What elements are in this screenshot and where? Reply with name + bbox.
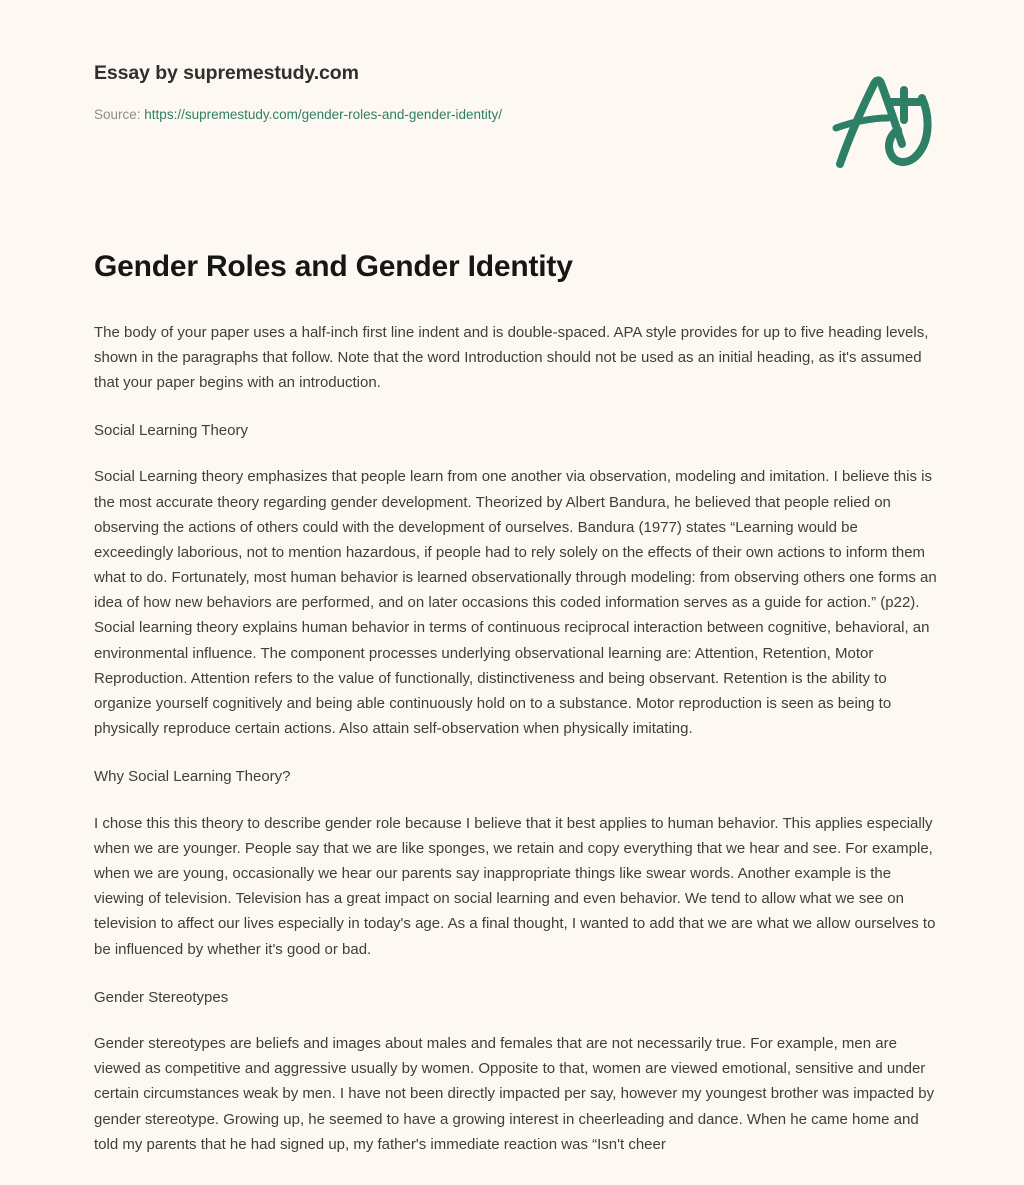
brand-title: Essay by supremestudy.com: [94, 62, 359, 84]
source-line: [94, 106, 944, 124]
a-plus-logo: [826, 68, 946, 178]
page-title: Gender Roles and Gender Identity: [94, 250, 573, 283]
article-body: [94, 248, 939, 1157]
paragraph-why-social-learning-theory: I chose this this theory to describe gender role because I believe that it best applies to human behavior. This applies especially when we are younger. People say that we are like sponges, we retain and copy everything that we hear and see. For example, when we are young, occasionally we hear our parents say inappropriate things like swear words. Another example is the viewing of television. Television has a great impact on social learning and even behavior. We tend to allow what we see on television to affect our lives especially in today's age. As a final thought, I wanted to add that we are what we allow ourselves to be influenced by whether it's good or bad.: [94, 814, 936, 958]
page-header: [94, 62, 944, 182]
source-label: Source:: [94, 107, 141, 123]
paragraph-gender-stereotypes: Gender stereotypes are beliefs and images about males and females that are not necessarily true. For example, men are viewed as competitive and aggressive usually by women. Opposite to that, women are viewed emotional, sensitive and under certain circumstances weak by men. I have not been directly impacted per say, however my youngest brother was impacted by gender stereotype. Growing up, he seemed to have a growing interest in cheerleading and dance. When he came home and told my parents that he had signed up, my father's immediate reaction was “Isn't cheer: [94, 1035, 935, 1153]
section-heading-gender-stereotypes: Gender Stereotypes: [94, 988, 229, 1006]
paragraph-social-learning-theory: Social Learning theory emphasizes that people learn from one another via observation, modeling and imitation. I believe this is the most accurate theory regarding gender development. Theorized by Albert Bandura, he believed that people relied on observing the actions of others could with the development of ourselves. Bandura (1977) states “Learning would be exceedingly laborious, not to mention hazardous, if people had to rely solely on the effects of their own actions to inform them what to do. Fortunately, most human behavior is learned observationally through modeling: from observing others one forms an idea of how new behaviors are performed, and on later occasions this coded information serves as a guide for action.” (p22). Social learning theory explains human behavior in terms of continuous reciprocal interaction between cognitive, behavioral, an environmental influence. The component processes underlying observational learning are: Attention, Retention, Motor Reproduction. Attention refers to the value of functionally, distinctiveness and being observant. Retention is the ability to organize yourself cognitively and being able continuously hold on to a substance. Motor reproduction is seen as being to physically reproduce certain actions. Also attain self-observation when physically imitating.: [94, 468, 937, 738]
section-heading-why-social-learning-theory: Why Social Learning Theory?: [94, 768, 291, 786]
source-url-link[interactable]: https://supremestudy.com/gender-roles-and-gender-identity/: [144, 107, 502, 123]
intro-paragraph: The body of your paper uses a half-inch first line indent and is double-spaced. APA style provides for up to five heading levels, shown in the paragraphs that follow. Note that the word Introduction should not be used as an initial heading, as it's assumed that your paper begins with an introduction.: [94, 323, 929, 391]
section-heading-social-learning-theory: Social Learning Theory: [94, 422, 248, 440]
